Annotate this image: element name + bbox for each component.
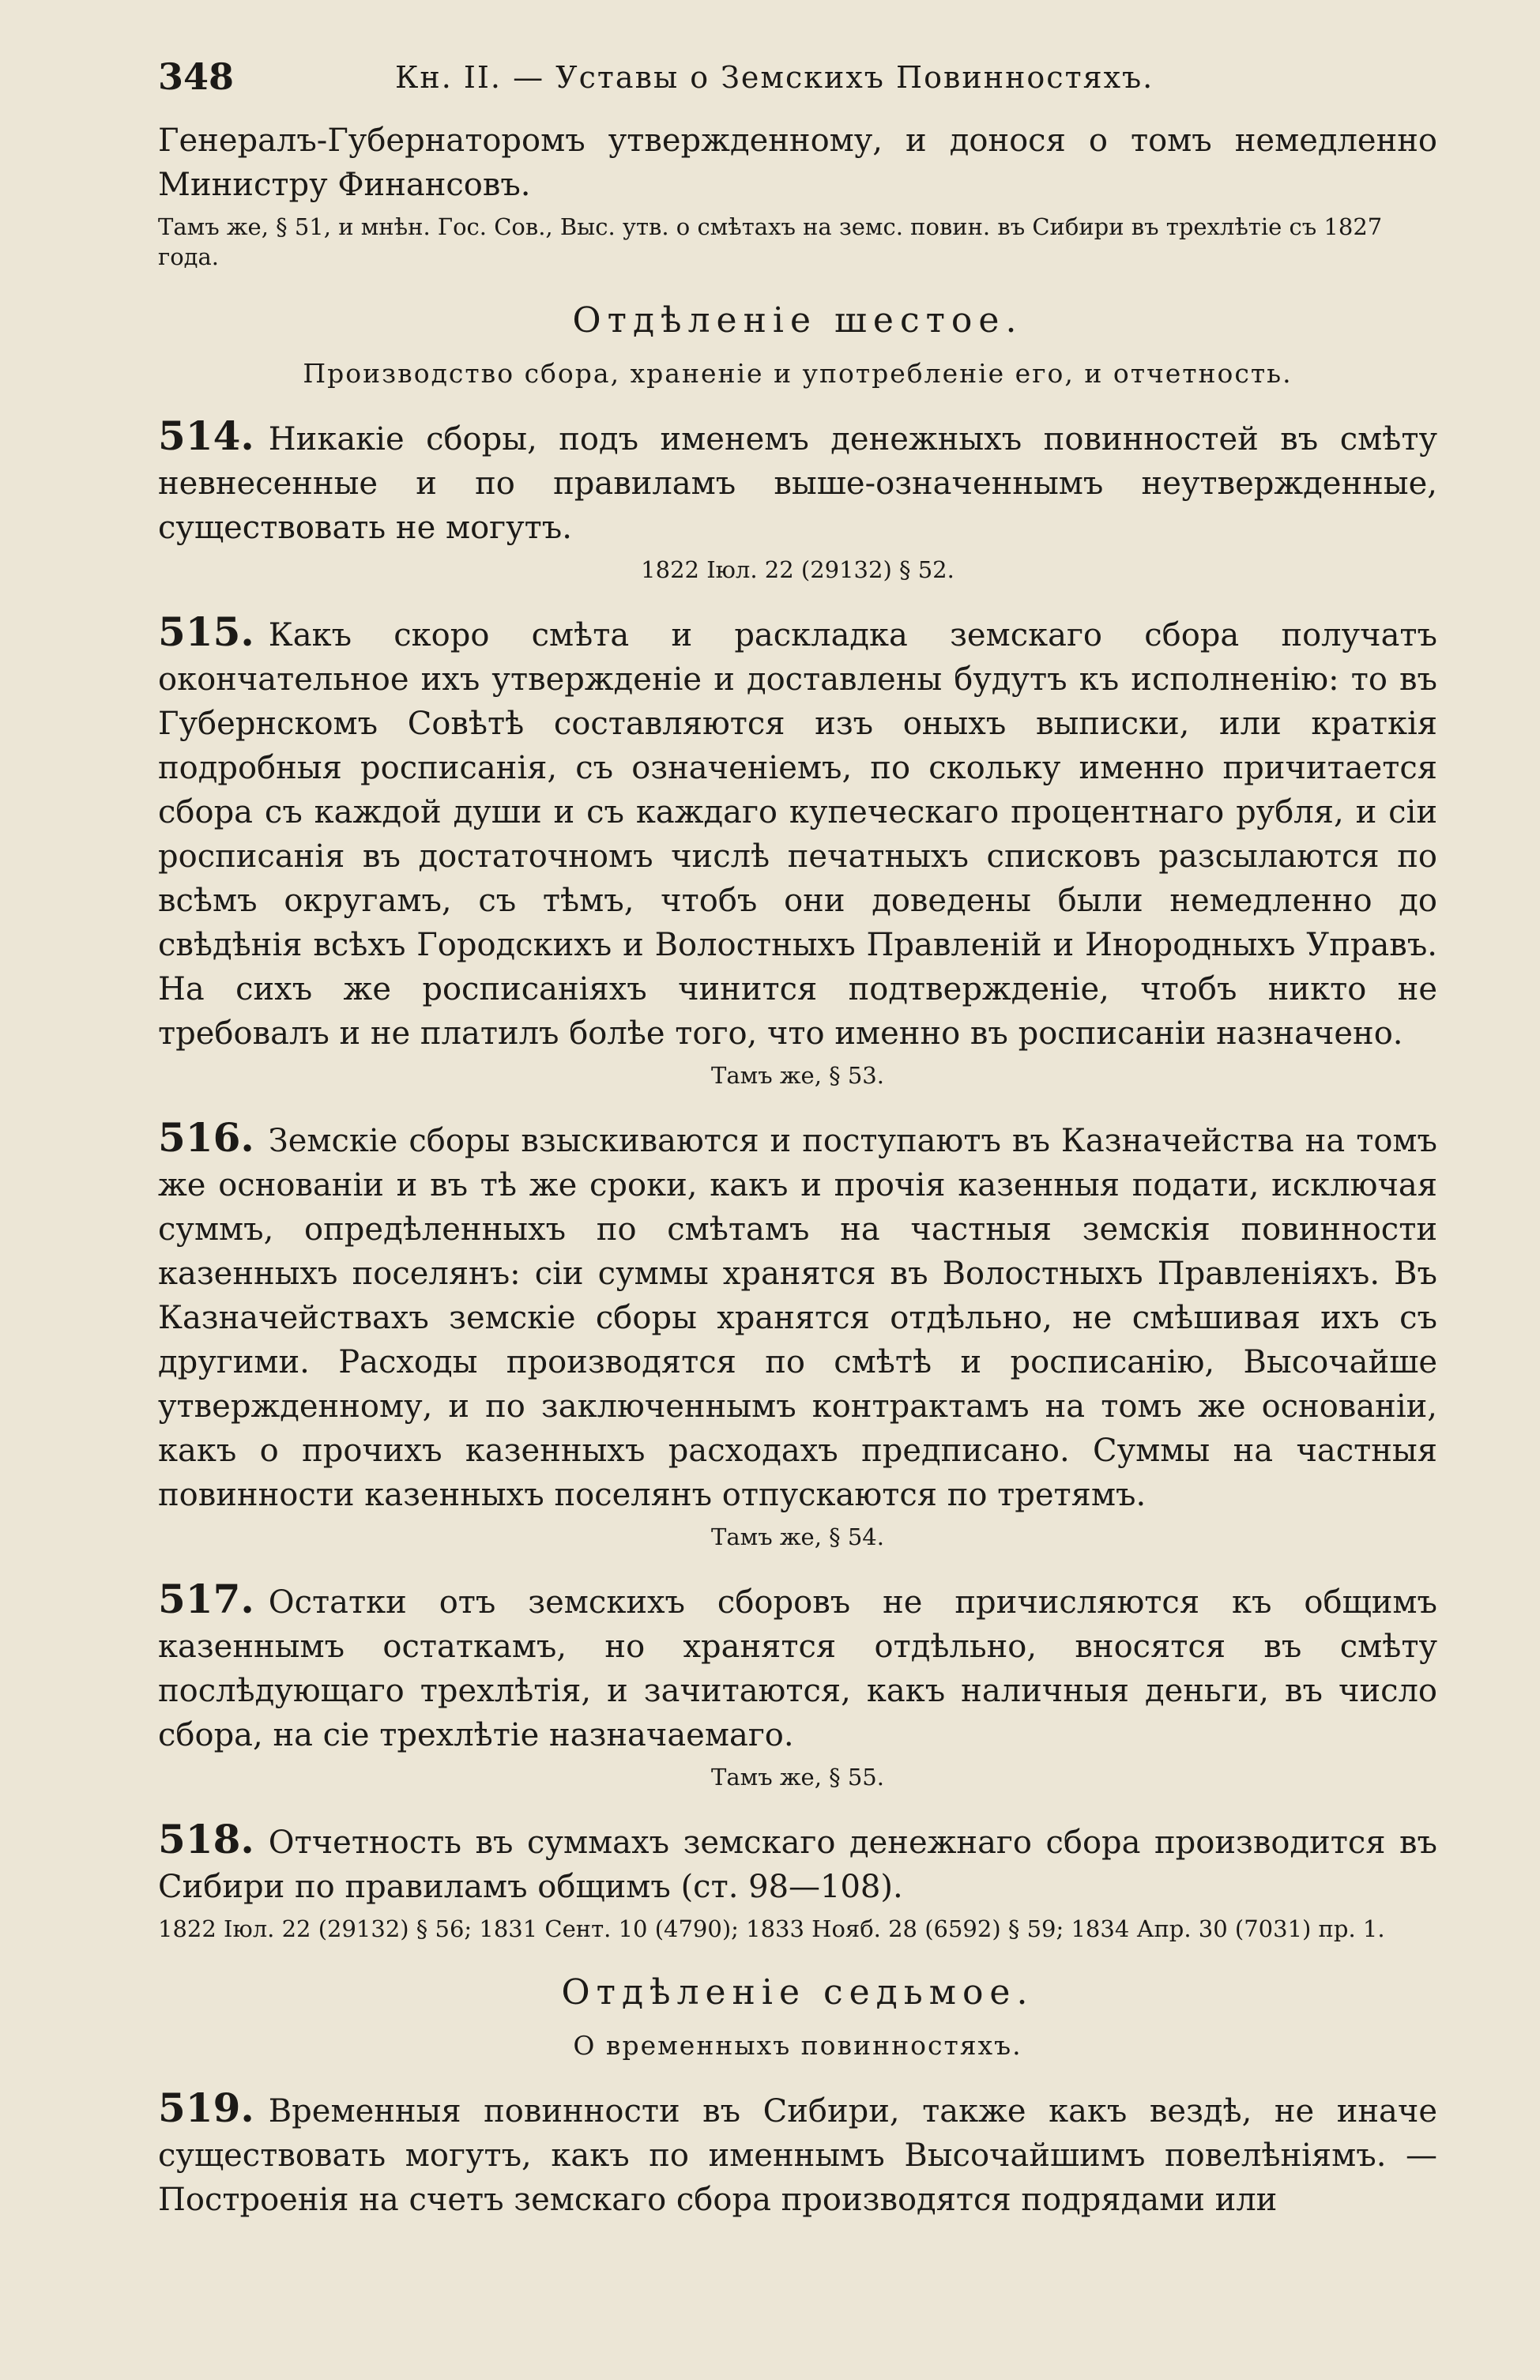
article-number: 514. bbox=[158, 412, 254, 459]
article-text bbox=[158, 1116, 1437, 1517]
article-citation: Тамъ же, § 53. bbox=[711, 1062, 884, 1089]
article bbox=[158, 610, 1437, 1090]
article-body: Отчетность въ суммахъ земскаго денежнаго сбора производится въ Сибири по правиламъ общимъ (ст. 98—108). bbox=[158, 1825, 1437, 1905]
article-citation: Тамъ же, § 54. bbox=[711, 1523, 884, 1550]
article-citation: Тамъ же, § 55. bbox=[711, 1764, 884, 1791]
article-number: 517. bbox=[158, 1576, 254, 1622]
article-number: 519. bbox=[158, 2084, 254, 2131]
article-body: Никакіе сборы, подъ именемъ денежныхъ повинностей въ смѣту невнесенные и по правиламъ выше-означеннымъ неутвержденные, существовать не могутъ. bbox=[158, 421, 1437, 546]
article-body: Земскіе сборы взыскиваются и поступаютъ въ Казначейства на томъ же основаніи и въ тѣ же сроки, какъ и прочія казенныя подати, исключая суммъ, опредѣленныхъ по смѣтамъ на частныя земскія повинности казенныхъ поселянъ: сіи суммы хранятся въ Волостныхъ Правленіяхъ. Въ Казначействахъ земскіе сборы хранятся отдѣльно, не смѣшивая ихъ съ другими. Расходы производятся по смѣтѣ и росписанію, Высочайше утвержденному, и по заключеннымъ контрактамъ на томъ же основаніи, какъ о прочихъ казенныхъ расходахъ предписано. Суммы на частныя повинности казенныхъ поселянъ отпускаются по третямъ. bbox=[158, 1123, 1437, 1513]
article bbox=[158, 1577, 1437, 1792]
section-seven-subtitle: О временныхъ повинностяхъ. bbox=[573, 2030, 1022, 2061]
intro-text: Генералъ-Губернаторомъ утвержденному, и донося о томъ немедленно Министру Финансовъ. bbox=[158, 122, 1437, 203]
article bbox=[158, 2086, 1437, 2222]
article bbox=[158, 414, 1437, 585]
article bbox=[158, 1817, 1437, 1944]
article-number: 518. bbox=[158, 1816, 254, 1862]
article-citation: 1822 Іюл. 22 (29132) § 52. bbox=[641, 556, 954, 583]
section-six-subtitle: Производство сбора, храненіе и употребленіе его, и отчетность. bbox=[303, 358, 1293, 389]
article-body: Временныя повинности въ Сибири, также какъ вездѣ, не иначе существовать могутъ, какъ по именнымъ Высочайшимъ повелѣніямъ. —Построенія на счетъ земскаго сбора производятся подрядами или bbox=[158, 2093, 1437, 2218]
intro-citation: Тамъ же, § 51, и мнѣн. Гос. Сов., Выс. утв. о смѣтахъ на земс. повин. въ Сибири въ трехлѣтіе съ 1827 года. bbox=[158, 213, 1383, 270]
article-number: 515. bbox=[158, 608, 254, 655]
article-text bbox=[158, 1577, 1437, 1757]
page-number: 348 bbox=[158, 55, 235, 98]
article-number: 516. bbox=[158, 1114, 254, 1161]
article-text bbox=[158, 1817, 1437, 1909]
running-title: Кн. II. — Уставы о Земскихъ Повинностяхъ. bbox=[395, 60, 1154, 95]
section-seven-title: Отдѣленіе седьмое. bbox=[561, 1972, 1034, 2013]
article-text bbox=[158, 414, 1437, 550]
section-six-title: Отдѣленіе шестое. bbox=[572, 300, 1023, 341]
article-body: Остатки отъ земскихъ сборовъ не причисляются къ общимъ казеннымъ остаткамъ, но хранятся отдѣльно, вносятся въ смѣту послѣдующаго трехлѣтія, и зачитаются, какъ наличныя деньги, въ число сбора, на сіе трехлѣтіе назначаемаго. bbox=[158, 1584, 1437, 1753]
article bbox=[158, 1116, 1437, 1552]
article-citation: 1822 Іюл. 22 (29132) § 56; 1831 Сент. 10 (4790); 1833 Нояб. 28 (6592) § 59; 1834 Апр. 30 (7031) пр. 1. bbox=[158, 1915, 1385, 1942]
section-seven-articles bbox=[158, 2086, 1437, 2222]
article-body: Какъ скоро смѣта и раскладка земскаго сбора получатъ окончательное ихъ утвержденіе и доставлены будутъ къ исполненію: то въ Губернскомъ Совѣтѣ составляются изъ оныхъ выписки, или краткія подробныя росписанія, съ означеніемъ, по скольку именно причитается сбора съ каждой души и съ каждаго купеческаго процентнаго рубля, и сіи росписанія въ достаточномъ числѣ печатныхъ списковъ разсылаются по всѣмъ округамъ, съ тѣмъ, чтобъ они доведены были немедленно до свѣдѣнія всѣхъ Городскихъ и Волостныхъ Правленій и Инородныхъ Управъ. На сихъ же росписаніяхъ чинится подтвержденіе, чтобъ никто не требовалъ и не платилъ болѣе того, что именно въ росписаніи назначено. bbox=[158, 617, 1437, 1052]
section-six-articles bbox=[158, 414, 1437, 1944]
article-text bbox=[158, 2086, 1437, 2222]
article-text bbox=[158, 610, 1437, 1056]
page-header bbox=[158, 55, 1437, 119]
